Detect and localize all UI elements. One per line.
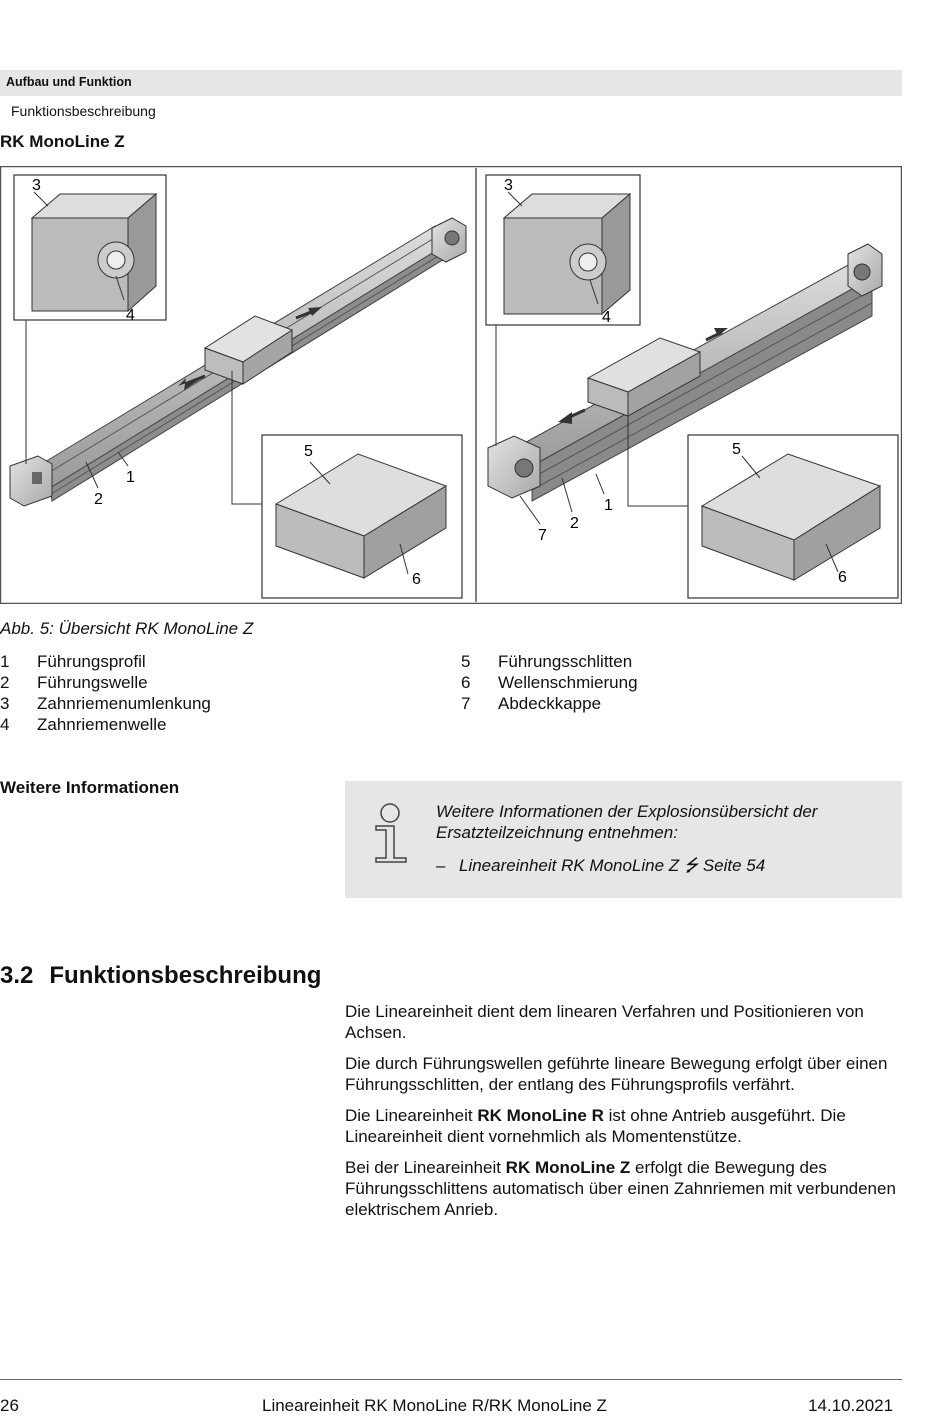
legend-item xyxy=(0,651,211,672)
legend-num: 3 xyxy=(0,694,10,713)
chapter-heading xyxy=(0,962,321,990)
legend-label: Abdeckkappe xyxy=(498,694,602,713)
info-reference xyxy=(436,853,765,882)
legend-num: 4 xyxy=(0,715,10,734)
legend-num: 5 xyxy=(461,652,471,671)
callout-6-left: 6 xyxy=(412,571,421,588)
text-span: Die Lineareinheit xyxy=(345,1106,478,1125)
callout-5-left: 5 xyxy=(304,443,313,460)
legend-item xyxy=(461,693,638,714)
document-date: 14.10.2021 xyxy=(808,1396,894,1415)
header-band xyxy=(0,70,902,96)
page-ref[interactable]: Seite 54 xyxy=(702,856,766,875)
page-number: 26 xyxy=(0,1396,19,1415)
section-header: Funktionsbeschreibung xyxy=(11,103,156,119)
list-dash: – xyxy=(436,856,446,875)
body-text xyxy=(345,1001,902,1230)
paragraph xyxy=(345,1157,902,1220)
callout-7-right: 7 xyxy=(538,527,547,544)
legend-label: Zahnriemenumlenkung xyxy=(37,694,211,713)
legend-right xyxy=(461,651,638,714)
footer-divider xyxy=(0,1379,902,1380)
callout-4-left: 4 xyxy=(126,307,135,324)
more-info-label: Weitere Informationen xyxy=(0,778,180,797)
text-span: erfolgt die Bewegung des Führungsschlittens automatisch über einen Zahnriemen mit verbundenen elektrischem Anrieb. xyxy=(345,1158,896,1219)
paragraph: Die Lineareinheit dient dem linearen Verfahren und Positionieren von Achsen. xyxy=(345,1002,864,1042)
paragraph xyxy=(345,1105,902,1147)
chapter-header: Aufbau und Funktion xyxy=(6,75,132,89)
callout-3-right: 3 xyxy=(504,177,513,194)
legend-label: Führungsprofil xyxy=(37,652,146,671)
legend-item xyxy=(0,714,211,735)
callout-1-right: 1 xyxy=(604,497,613,514)
legend-label: Wellenschmierung xyxy=(498,673,638,692)
chapter-title: Funktionsbeschreibung xyxy=(49,962,322,989)
text-span: Bei der Lineareinheit xyxy=(345,1158,506,1177)
legend-item xyxy=(461,651,638,672)
chapter-number: 3.2 xyxy=(0,962,34,989)
legend-num: 7 xyxy=(461,694,471,713)
info-text: Weitere Informationen der Explosionsübersicht der Ersatzteilzeichnung entnehmen: xyxy=(436,802,818,842)
callout-5-right: 5 xyxy=(732,441,741,458)
callout-2-left: 2 xyxy=(94,491,103,508)
paragraph: Die durch Führungswellen geführte lineare Bewegung erfolgt über einen Führungsschlitten, der entlang des Führungsprofils verfährt. xyxy=(345,1054,888,1094)
callout-1-left: 1 xyxy=(126,469,135,486)
callout-3-left: 3 xyxy=(32,177,41,194)
legend-label: Führungswelle xyxy=(37,673,148,692)
callout-4-right: 4 xyxy=(602,309,611,326)
legend-label: Zahnriemenwelle xyxy=(37,715,167,734)
figure-caption: Abb. 5: Übersicht RK MonoLine Z xyxy=(0,619,254,638)
product-name: RK MonoLine Z xyxy=(505,1158,631,1177)
legend-item xyxy=(461,672,638,693)
legend-label: Führungsschlitten xyxy=(498,652,633,671)
text-span: ist ohne Antrieb ausgeführt. Die Lineareinheit dient vornehmlich als Momentenstütze. xyxy=(345,1106,846,1146)
overview-figure xyxy=(0,166,902,604)
section-title: RK MonoLine Z xyxy=(0,132,125,151)
document-title: Lineareinheit RK MonoLine R/RK MonoLine Z xyxy=(262,1396,607,1415)
callout-2-right: 2 xyxy=(570,515,579,532)
reference-link[interactable]: Lineareinheit RK MonoLine Z xyxy=(459,856,680,875)
product-name: RK MonoLine R xyxy=(477,1106,604,1125)
legend-num: 2 xyxy=(0,673,10,692)
legend-num: 6 xyxy=(461,673,471,692)
info-icon xyxy=(372,802,408,864)
legend-num: 1 xyxy=(0,652,10,671)
legend-left xyxy=(0,651,211,735)
page-ref-arrow-icon: ⭍ xyxy=(683,856,699,875)
legend-item xyxy=(0,693,211,714)
legend-item xyxy=(0,672,211,693)
callout-6-right: 6 xyxy=(838,569,847,586)
